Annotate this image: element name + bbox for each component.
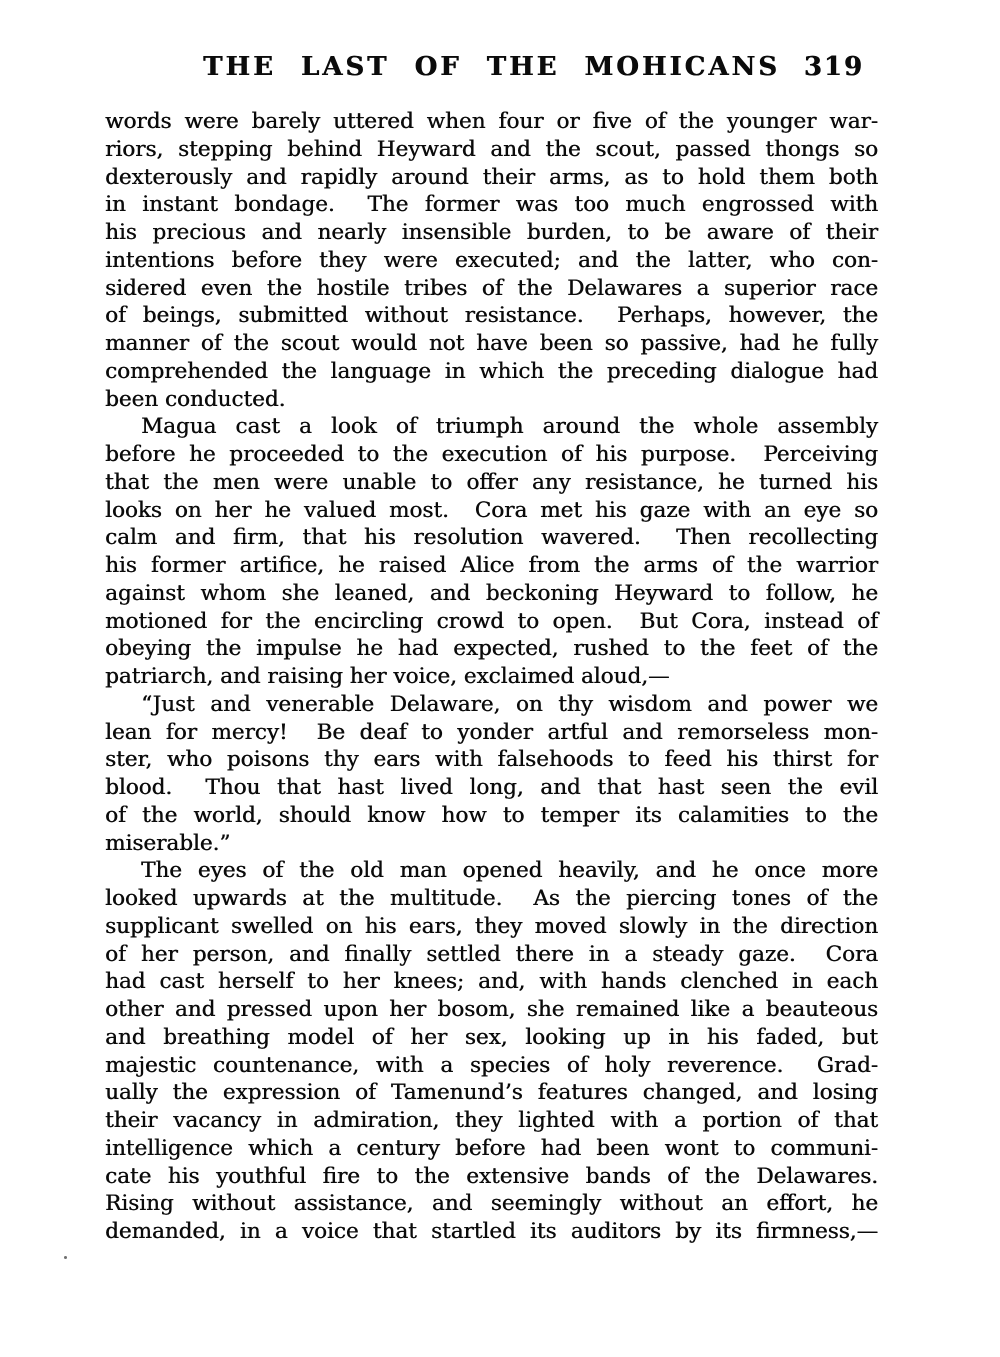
text-line: The eyes of the old man opened heavily, and he once more: [141, 858, 878, 884]
running-title: THE LAST OF THE MOHICANS: [203, 52, 780, 82]
paragraph: [105, 108, 878, 413]
text-line: of her person, and finally settled there in a steady gaze. Cora: [105, 941, 878, 967]
paragraph: [105, 413, 878, 691]
text-line: his precious and nearly insensible burden, to be aware of their: [105, 220, 878, 245]
text-line: had cast herself to her knees; and, with hands clenched in each: [105, 969, 878, 995]
text-line: comprehended the language in which the preceding dialogue had: [105, 358, 878, 384]
text-line: demanded, in a voice that startled its auditors by its firmness,—: [105, 1219, 878, 1244]
text-line: that the men were unable to offer any resistance, he turned his: [105, 469, 878, 495]
page-number: 319: [803, 52, 864, 82]
text-line: his former artifice, he raised Alice from the arms of the warrior: [105, 553, 878, 578]
paragraph: [105, 691, 878, 858]
text-line: Magua cast a look of triumph around the whole assembly: [141, 414, 878, 440]
text-line: looked upwards at the multitude. As the piercing tones of the: [105, 886, 878, 911]
text-line: of beings, submitted without resistance. Perhaps, however, the: [105, 303, 878, 329]
text-line: dexterously and rapidly around their arms, as to hold them both: [105, 164, 878, 190]
text-line: and breathing model of her sex, looking up in his faded, but: [105, 1024, 878, 1050]
text-line: sidered even the hostile tribes of the Delawares a superior race: [105, 275, 878, 301]
text-line: ually the expression of Tamenund’s features changed, and losing: [105, 1080, 878, 1106]
scan-speck-artifact: [64, 1256, 67, 1259]
text-line: blood. Thou that hast lived long, and that hast seen the evil: [105, 775, 878, 800]
text-line: of the world, should know how to temper its calamities to the: [105, 802, 878, 828]
text-line: lean for mercy! Be deaf to yonder artful and remorseless mon-: [105, 719, 878, 745]
text-line: intelligence which a century before had been wont to communi-: [105, 1135, 878, 1161]
text-line: cate his youthful fire to the extensive bands of the Delawares.: [105, 1163, 878, 1189]
text-line: ster, who poisons thy ears with falsehoods to feed his thirst for: [105, 747, 878, 773]
text-line: their vacancy in admiration, they lighted with a portion of that: [105, 1108, 878, 1133]
text-line: Rising without assistance, and seemingly without an effort, he: [105, 1191, 878, 1217]
page-body: [105, 108, 878, 1246]
text-line: against whom she leaned, and beckoning Heyward to follow, he: [105, 580, 878, 606]
text-line: looks on her he valued most. Cora met his gaze with an eye so: [105, 497, 878, 523]
text-line: before he proceeded to the execution of his purpose. Perceiving: [105, 442, 878, 467]
text-line: obeying the impulse he had expected, rushed to the feet of the: [105, 636, 878, 662]
text-line: motioned for the encircling crowd to open. But Cora, instead of: [105, 608, 878, 634]
text-line: been conducted.: [105, 386, 286, 412]
text-line: riors, stepping behind Heyward and the scout, passed thongs so: [105, 136, 878, 162]
text-line: in instant bondage. The former was too much engrossed with: [105, 192, 878, 218]
text-line: words were barely uttered when four or five of the younger war-: [105, 109, 878, 134]
text-line: manner of the scout would not have been so passive, had he fully: [105, 331, 878, 356]
text-line: patriarch, and raising her voice, exclaimed aloud,—: [105, 664, 670, 689]
text-line: supplicant swelled on his ears, they moved slowly in the direction: [105, 913, 878, 939]
text-line: “Just and venerable Delaware, on thy wisdom and power we: [141, 691, 878, 717]
text-line: calm and firm, that his resolution wavered. Then recollecting: [105, 525, 878, 551]
text-line: other and pressed upon her bosom, she remained like a beauteous: [105, 997, 878, 1022]
text-line: majestic countenance, with a species of holy reverence. Grad-: [105, 1052, 878, 1078]
running-head: [105, 52, 878, 86]
paragraph: [105, 857, 878, 1246]
text-line: intentions before they were executed; and the latter, who con-: [105, 247, 878, 273]
text-line: miserable.”: [105, 830, 231, 856]
